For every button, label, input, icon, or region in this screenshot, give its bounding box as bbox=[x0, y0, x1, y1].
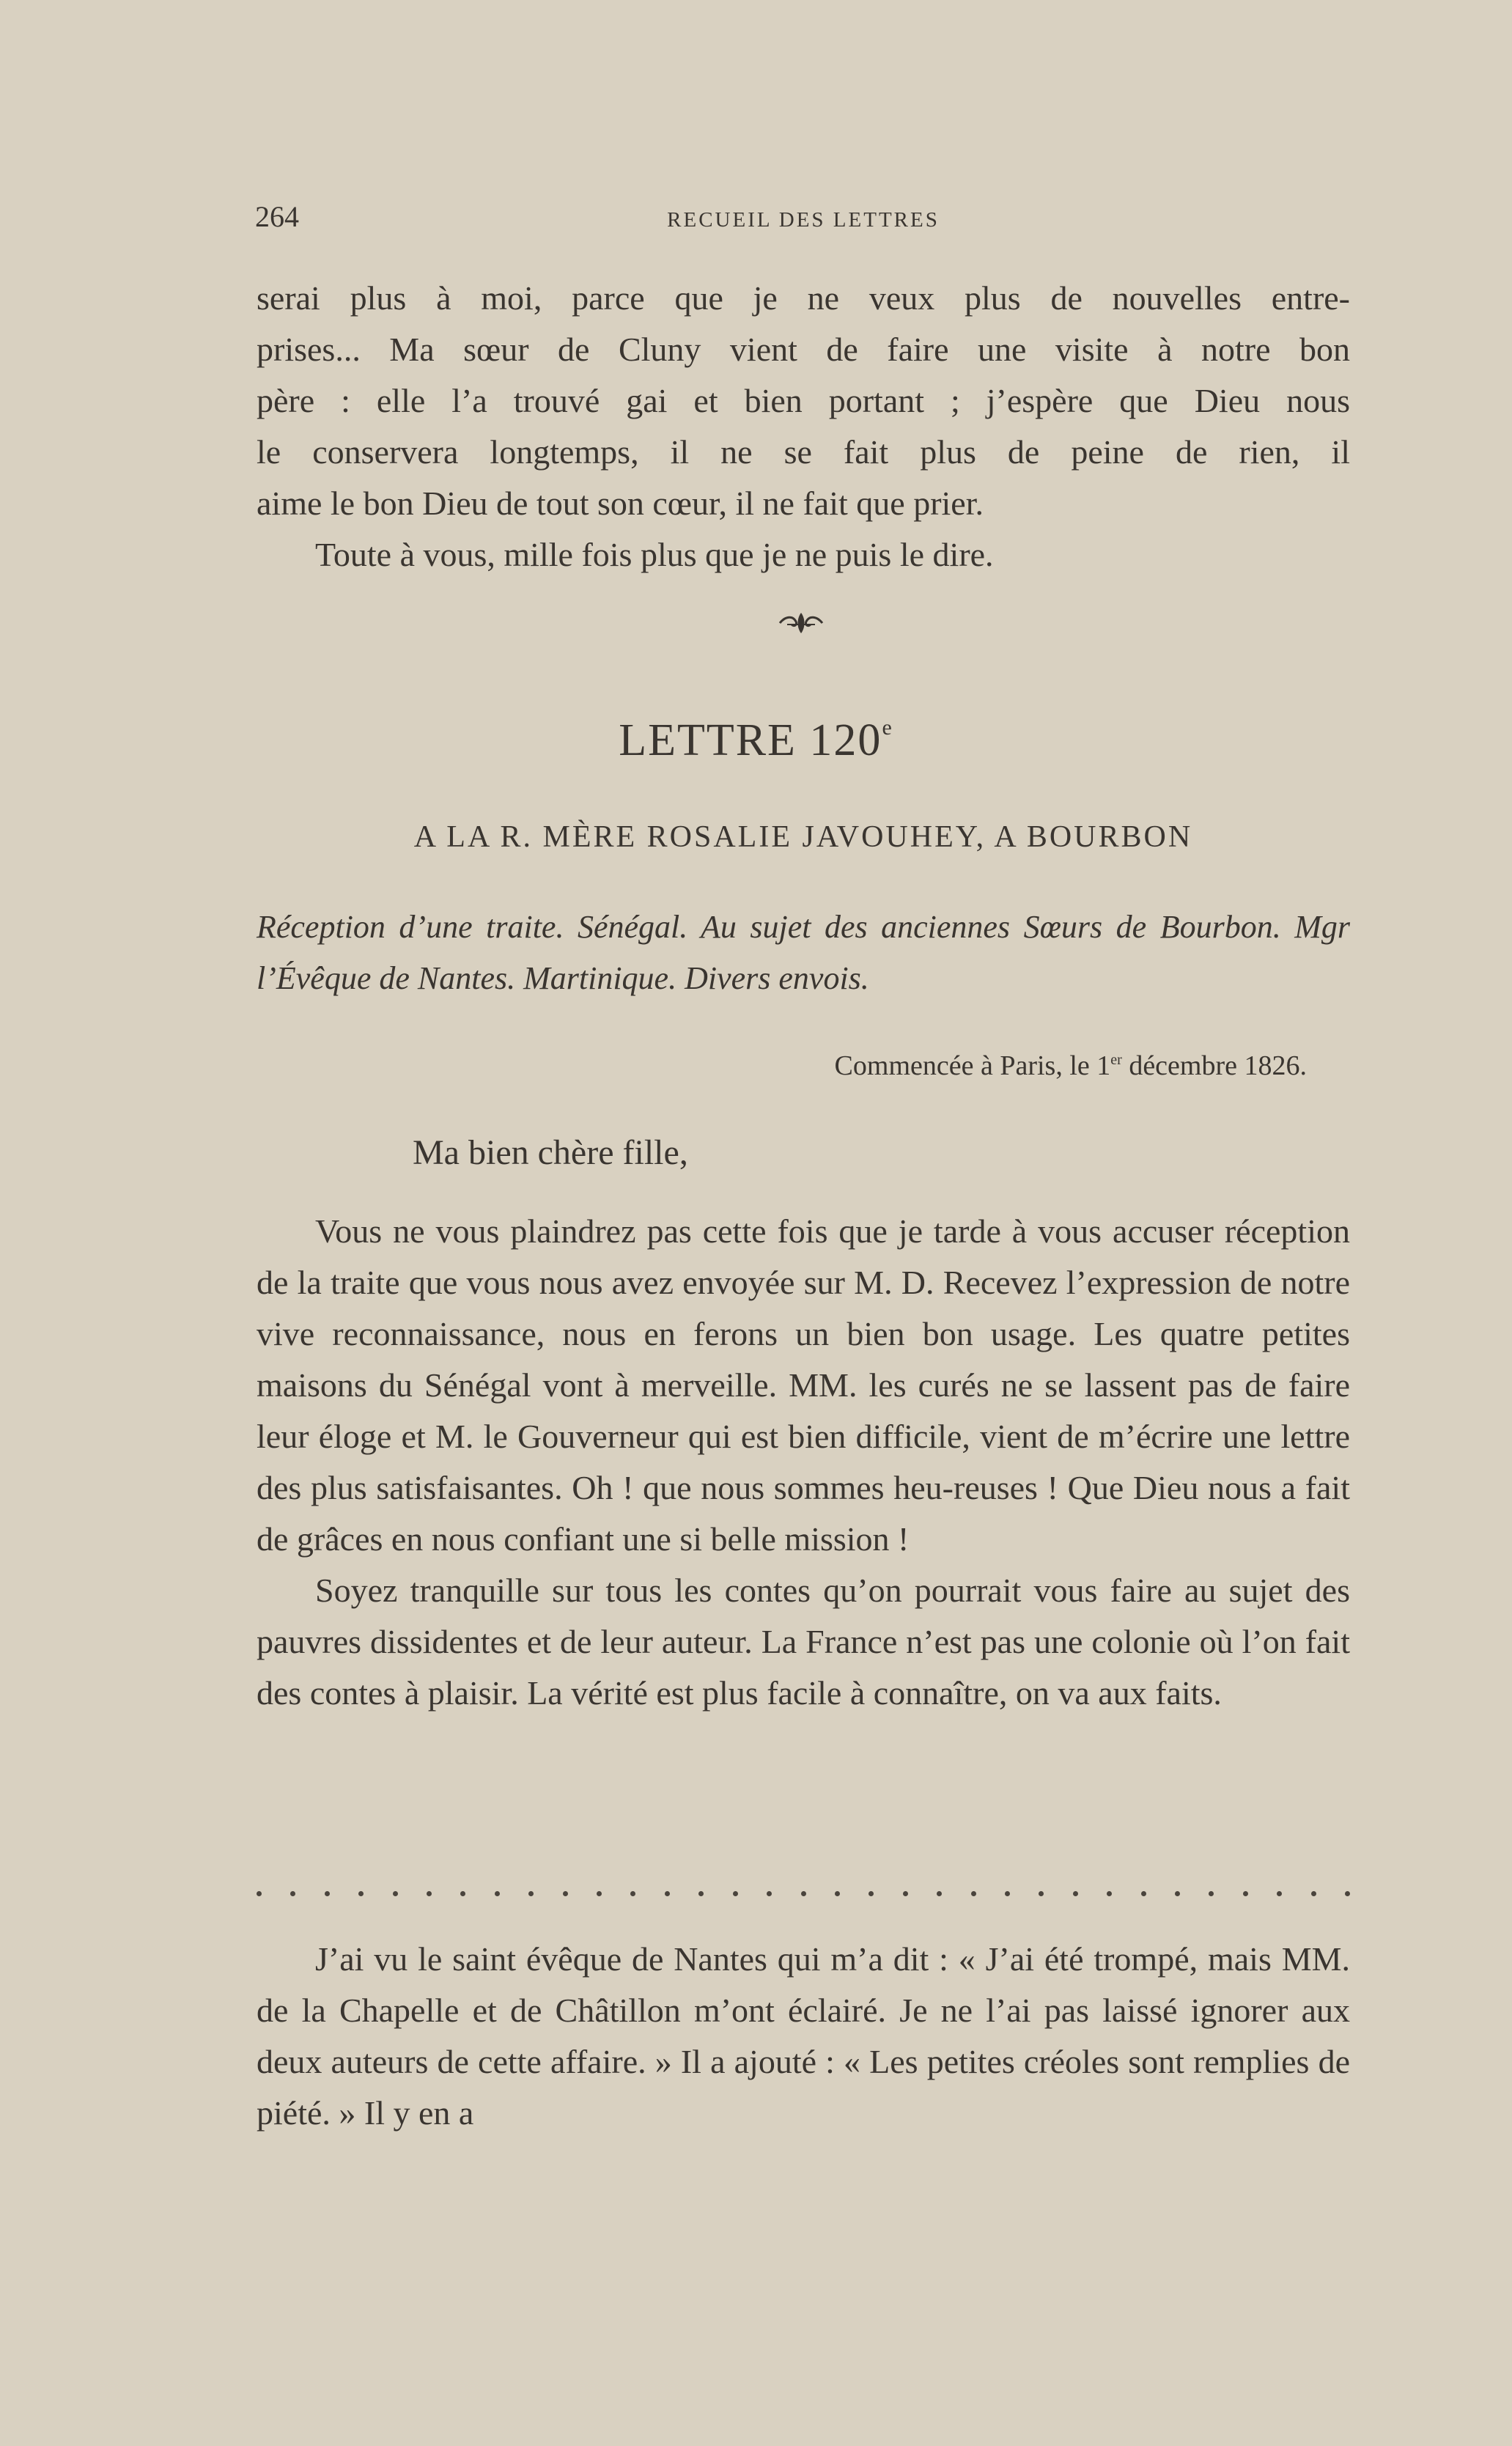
letter-title-text: LETTRE 120 bbox=[619, 715, 882, 765]
page-header bbox=[255, 199, 1351, 236]
opening-line: serai plus à moi, parce que je ne veux plus de nouvelles entre- bbox=[257, 279, 1350, 317]
running-title: RECUEIL DES LETTRES bbox=[667, 208, 940, 232]
letter-recipient: A LA R. MÈRE ROSALIE JAVOUHEY, A BOURBON bbox=[413, 820, 1193, 854]
opening-text bbox=[257, 273, 1350, 581]
paragraph: J’ai vu le saint évêque de Nantes qui m’a dit : « J’ai été trompé, mais MM. de la Chapelle et de Châtillon m’ont éclairé. Je ne l’ai pas laissé ignorer aux deux auteurs de cette affaire. » Il a ajouté : « Les petites créoles sont remplies de piété. » Il y en a bbox=[257, 1940, 1350, 2132]
dateline bbox=[835, 1050, 1307, 1082]
fleuron-ornament-icon bbox=[777, 610, 825, 636]
page-number: 264 bbox=[255, 200, 299, 233]
opening-line: aime le bon Dieu de tout son cœur, il ne fait que prier. bbox=[257, 485, 984, 522]
letter-body-continued bbox=[257, 1934, 1350, 2139]
paragraph: Vous ne vous plaindrez pas cette fois que je tarde à vous accuser réception de la traite que vous nous avez envoyée sur M. D. Recevez l’expression de notre vive reconnaissance, nous en ferons un bien bon usage. Les quatre petites maisons du Sénégal vont à merveille. MM. les curés ne se lassent pas de faire leur éloge et M. le Gouverneur qui est bien difficile, vient de m’écrire une lettre des plus satisfaisantes. Oh ! que nous sommes heu-reuses ! Que Dieu nous a fait de grâces en nous confiant une si belle mission ! bbox=[257, 1212, 1350, 1558]
opening-line: le conservera longtemps, il ne se fait plus de peine de rien, il bbox=[257, 433, 1350, 471]
letter-title bbox=[0, 715, 1512, 767]
paragraph: Soyez tranquille sur tous les contes qu’on pourrait vous faire au sujet des pauvres dissidentes et de leur auteur. La France n’est pas une colonie où l’on fait des contes à plaisir. La vérité est plus facile à connaître, on va aux faits. bbox=[257, 1572, 1350, 1712]
closing-line: Toute à vous, mille fois plus que je ne puis le dire. bbox=[315, 536, 994, 573]
opening-line: prises... Ma sœur de Cluny vient de faire une visite à notre bon bbox=[257, 331, 1350, 368]
salutation: Ma bien chère fille, bbox=[413, 1133, 688, 1172]
ellipsis-dot-line bbox=[257, 1891, 1350, 1906]
dateline-start: Commencée à Paris, le 1 bbox=[834, 1050, 1111, 1081]
opening-line: père : elle l’a trouvé gai et bien portant ; j’espère que Dieu nous bbox=[257, 382, 1350, 419]
letter-body bbox=[257, 1206, 1350, 1719]
dateline-end: décembre 1826. bbox=[1121, 1050, 1307, 1081]
letter-summary: Réception d’une traite. Sénégal. Au sujet des anciennes Sœurs de Bourbon. Mgr l’Évêque de Nantes. Martinique. Divers envois. bbox=[257, 909, 1350, 996]
letter-title-superscript: e bbox=[882, 715, 893, 740]
dateline-superscript: er bbox=[1110, 1052, 1122, 1068]
